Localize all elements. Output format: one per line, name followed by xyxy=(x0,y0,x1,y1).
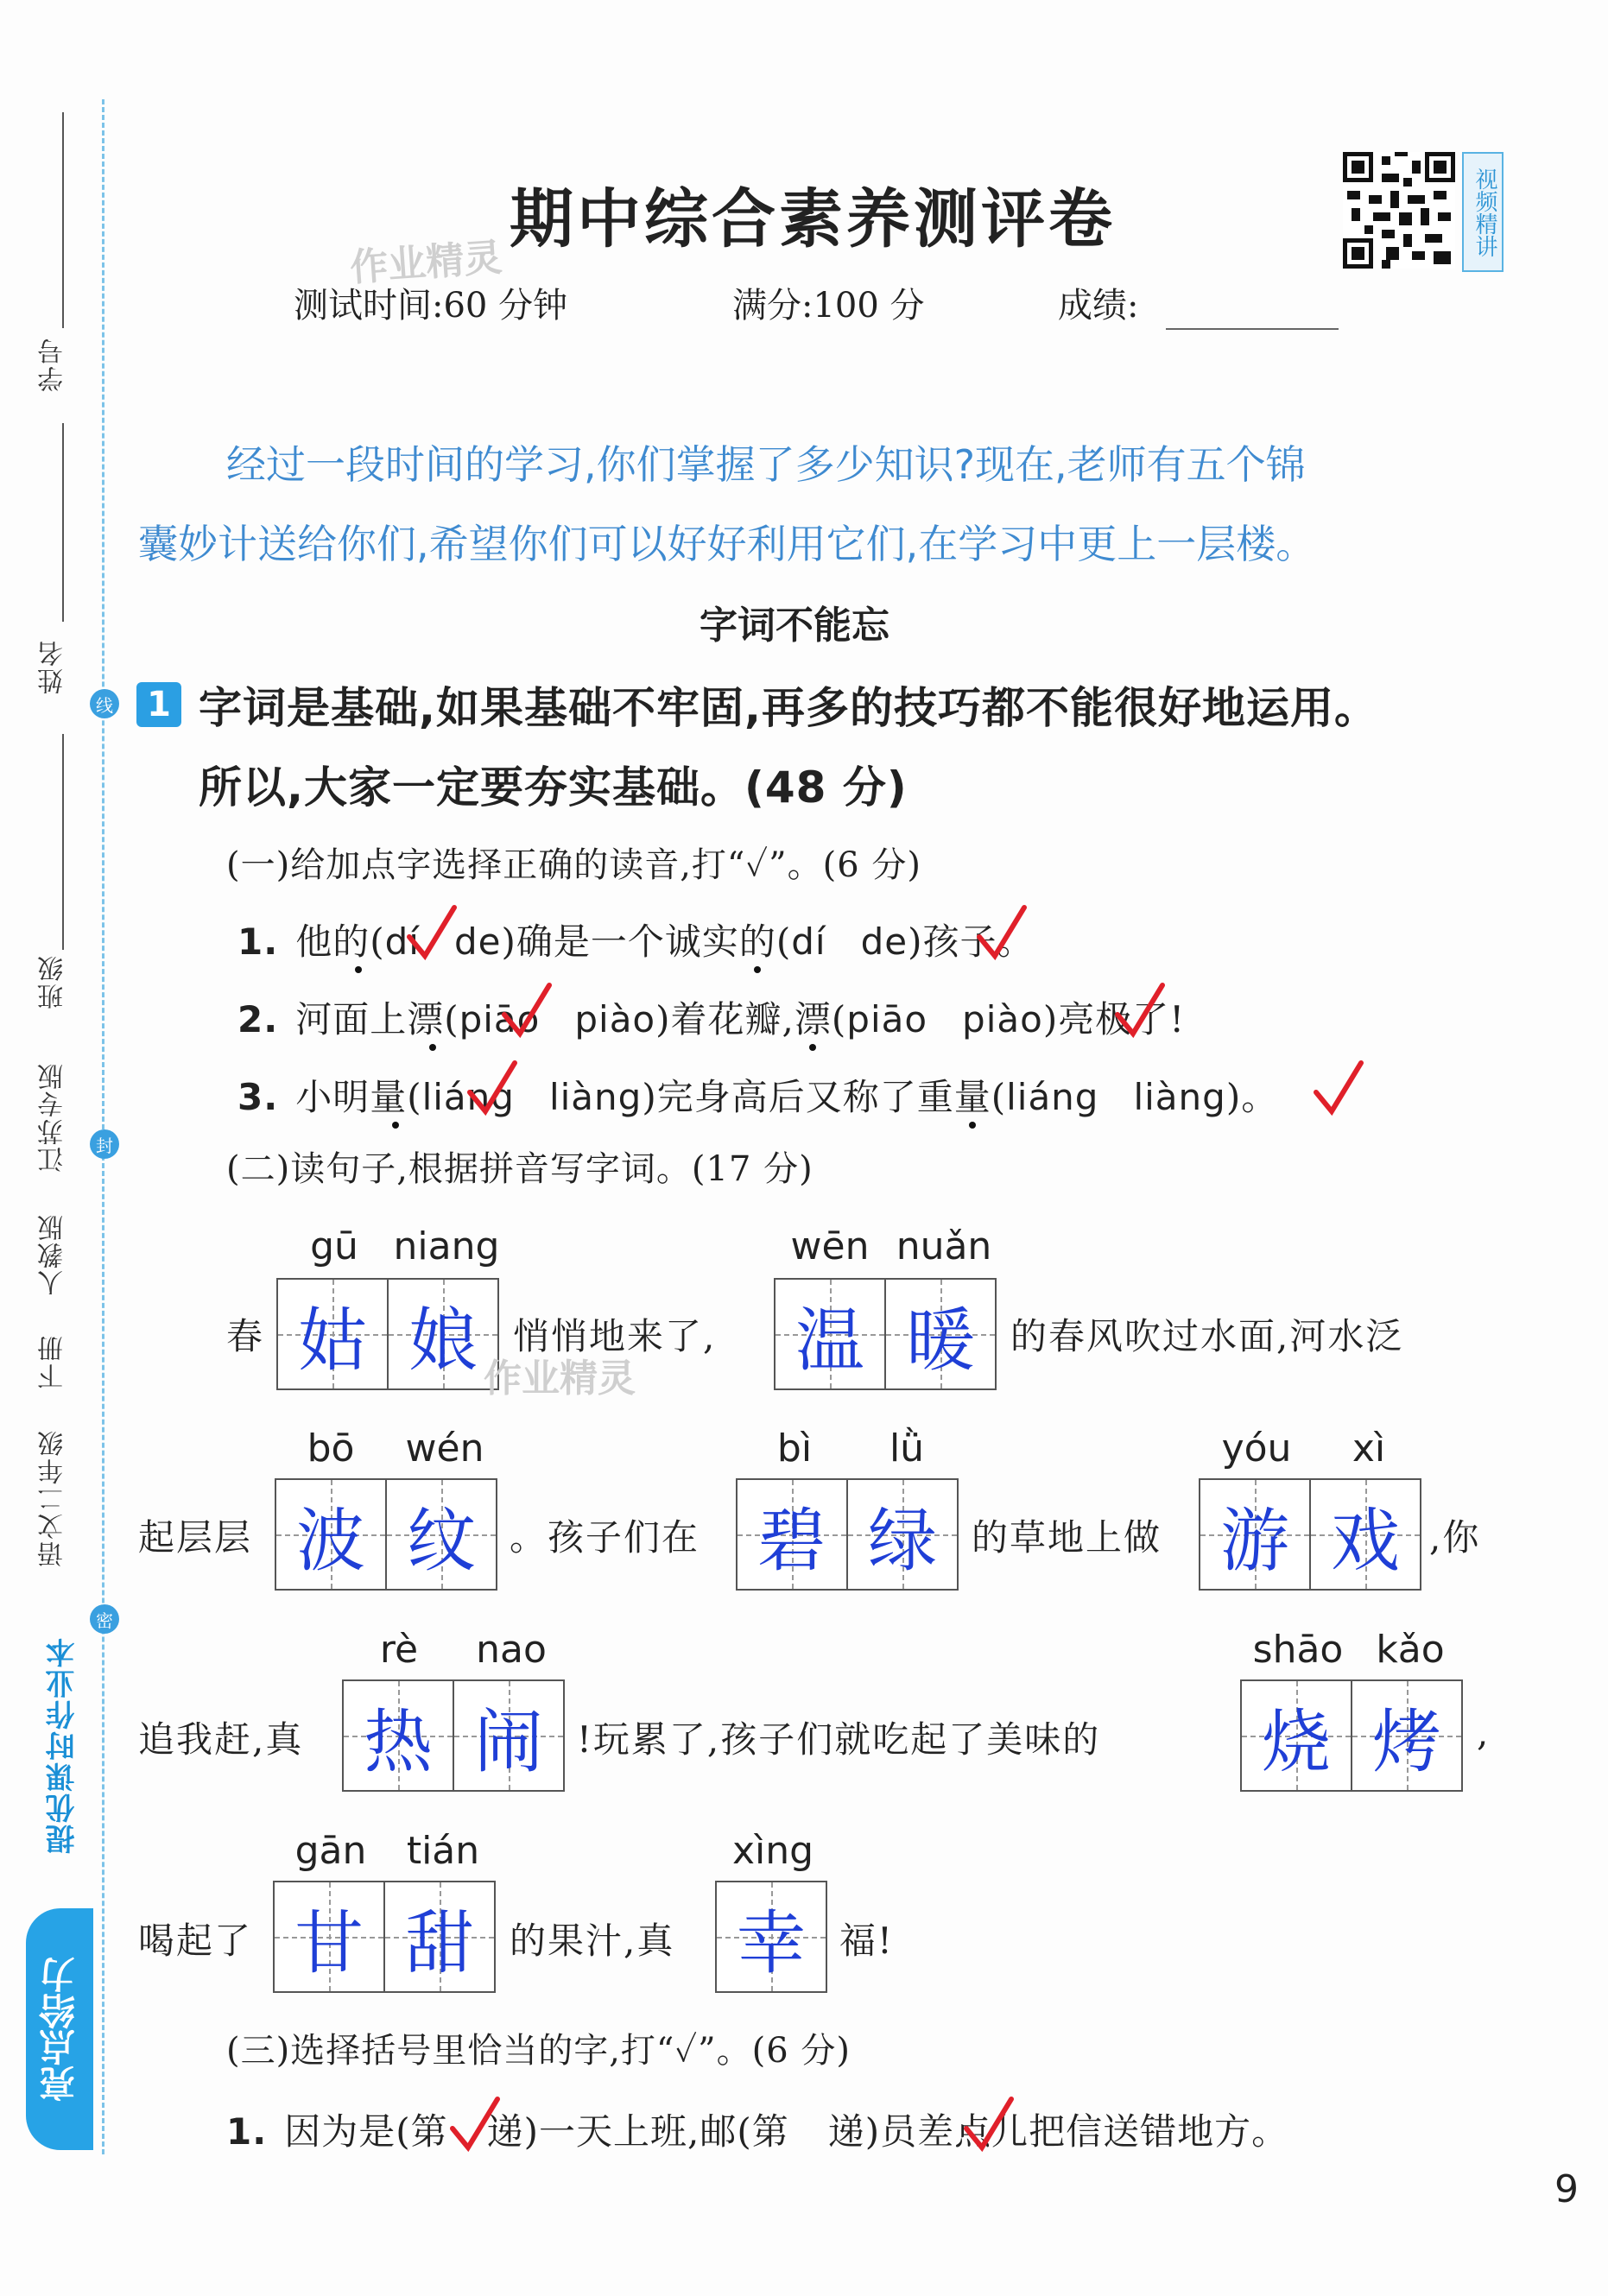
writing-box[interactable] xyxy=(715,1881,827,1993)
sentence-text: 喝起了 xyxy=(138,1920,253,1962)
pinyin-option[interactable]: liáng xyxy=(421,1076,515,1118)
qr-code-icon[interactable] xyxy=(1343,152,1455,269)
text: 小明 xyxy=(295,1076,370,1118)
sentence-text: 追我赶,真 xyxy=(138,1718,304,1761)
written-char: 烧 xyxy=(1262,1701,1331,1782)
item-number: 1. xyxy=(237,920,279,963)
written-char: 幸 xyxy=(737,1902,806,1983)
text: )确是一个诚实 xyxy=(501,920,739,963)
pinyin-label: nuǎn xyxy=(896,1224,992,1268)
item-number: 3. xyxy=(237,1076,279,1118)
writing-box[interactable] xyxy=(387,1278,499,1390)
writing-box[interactable] xyxy=(774,1278,886,1390)
text: )。 xyxy=(1225,1076,1279,1118)
sentence-text: , xyxy=(1477,1711,1491,1754)
check-mark-icon xyxy=(449,2094,501,2154)
watermark: 作业精灵 xyxy=(348,235,503,291)
brand-logo xyxy=(26,1908,93,2150)
writing-box[interactable] xyxy=(273,1881,385,1993)
text: 漂( xyxy=(407,998,459,1040)
test-time: 测试时间:60 分钟 xyxy=(294,286,568,326)
pinyin-label: shāo xyxy=(1252,1628,1344,1672)
written-char: 甜 xyxy=(405,1902,474,1983)
written-char: 甘 xyxy=(294,1902,364,1983)
text: )一天上班,邮( xyxy=(523,2110,752,2153)
written-char: 碧 xyxy=(757,1500,826,1581)
fill-line-class xyxy=(62,734,64,950)
sentence-text: 悄悄地来了, xyxy=(513,1315,717,1357)
pinyin-label: bì xyxy=(776,1426,813,1471)
check-mark-icon xyxy=(976,902,1028,963)
pinyin-label: gān xyxy=(294,1829,367,1873)
class-label: 班级 xyxy=(38,954,68,1009)
part1-item-1 xyxy=(237,914,1034,965)
dotted-char: 量 xyxy=(953,1076,991,1118)
written-char: 绿 xyxy=(868,1500,937,1581)
writing-box[interactable] xyxy=(275,1478,387,1591)
sentence-text: 。孩子们在 xyxy=(510,1516,700,1559)
sentence-text: 春 xyxy=(226,1315,265,1357)
dotted-char xyxy=(332,920,384,963)
brand-logo-text: 亮点给力 xyxy=(38,1957,80,2102)
pinyin-option[interactable]: piào xyxy=(574,998,656,1040)
fill-line-name xyxy=(62,423,64,622)
intro-line-2: 囊妙计送给你们,希望你们可以好好利用它们,在学习中更上一层楼。 xyxy=(138,521,1316,567)
dotted-char: 漂 xyxy=(794,998,832,1040)
char-option[interactable]: 第 xyxy=(410,2110,448,2153)
check-mark-icon xyxy=(963,2094,1015,2154)
part3-item-1 xyxy=(226,2103,1288,2155)
sentence-text: 福! xyxy=(839,1920,894,1962)
writing-box[interactable] xyxy=(385,1478,497,1591)
pinyin-label: wēn xyxy=(790,1224,870,1268)
part1-item-3 xyxy=(237,1069,1278,1121)
written-char: 戏 xyxy=(1331,1500,1400,1581)
written-char: 姑 xyxy=(298,1300,367,1381)
intro-line-1: 经过一段时间的学习,你们掌握了多少知识?现在,老师有五个锦 xyxy=(226,441,1306,488)
text: )着花瓣, xyxy=(655,998,795,1040)
sentence-text: !玩累了,孩子们就吃起了美味的 xyxy=(577,1718,1101,1761)
writing-box[interactable] xyxy=(1351,1679,1463,1792)
text: 河面上 xyxy=(295,998,408,1040)
char-option[interactable]: 递 xyxy=(827,2110,865,2153)
text: 因为是( xyxy=(284,2110,411,2153)
text: 的( xyxy=(332,920,385,963)
publisher-label: 人教版 xyxy=(38,1213,68,1296)
question-number: 1 xyxy=(136,682,181,727)
writing-box[interactable] xyxy=(1309,1478,1421,1591)
check-mark-icon xyxy=(466,1058,518,1118)
written-char: 热 xyxy=(364,1701,433,1782)
volume-label: 下册 xyxy=(38,1334,68,1389)
text: )员差点儿把信送错地方。 xyxy=(864,2110,1289,2153)
writing-box[interactable] xyxy=(276,1278,389,1390)
pinyin-label: niang xyxy=(393,1224,500,1268)
pinyin-option[interactable]: de xyxy=(453,920,502,963)
pinyin-option[interactable]: de xyxy=(860,920,908,963)
grade-label: 语文二年级 xyxy=(38,1429,68,1567)
text: ( xyxy=(776,920,792,963)
item-number: 2. xyxy=(237,998,279,1040)
text: )孩子。 xyxy=(908,920,1035,963)
sentence-text: 起层层 xyxy=(138,1516,253,1559)
text: )完身高后又称了重 xyxy=(642,1076,954,1118)
pinyin-label: wén xyxy=(405,1426,484,1471)
item-number: 1. xyxy=(226,2110,268,2153)
dotted-char xyxy=(407,998,459,1040)
text: 量( xyxy=(370,1076,422,1118)
sentence-text: 的春风吹过水面,河水泛 xyxy=(1010,1315,1404,1357)
written-char: 闹 xyxy=(474,1701,543,1782)
char-option[interactable]: 第 xyxy=(751,2110,789,2153)
pinyin-option[interactable]: piāo xyxy=(846,998,928,1040)
writing-box[interactable] xyxy=(884,1278,997,1390)
written-char: 暖 xyxy=(906,1300,975,1381)
score-label: 成绩: xyxy=(1058,286,1139,326)
writing-box[interactable] xyxy=(846,1478,959,1591)
question-text-line-2: 所以,大家一定要夯实基础。(48 分) xyxy=(199,762,908,813)
seal-mark-line: 线 xyxy=(90,689,119,718)
dotted-char: 的 xyxy=(738,920,776,963)
student-id-label: 学号 xyxy=(38,337,68,392)
part1-item-2 xyxy=(237,991,1185,1043)
text: )亮极了! xyxy=(1042,998,1186,1040)
pinyin-option[interactable]: liàng xyxy=(548,1076,643,1118)
text: ( xyxy=(991,1076,1007,1118)
fill-line-student-id xyxy=(62,112,64,328)
part1-heading: (一)给加点字选择正确的读音,打“✓”。(6 分) xyxy=(226,845,921,885)
dotted-char xyxy=(370,1076,421,1118)
pinyin-label: gū xyxy=(310,1224,358,1268)
writing-box[interactable] xyxy=(1240,1679,1352,1792)
watermark: 作业精灵 xyxy=(484,1357,636,1401)
written-char: 温 xyxy=(795,1300,864,1381)
pinyin-label: tián xyxy=(406,1829,480,1873)
text: 他 xyxy=(295,920,333,963)
writing-box[interactable] xyxy=(736,1478,848,1591)
char-option[interactable]: 递 xyxy=(486,2110,524,2153)
writing-box[interactable] xyxy=(1199,1478,1311,1591)
pinyin-label: xì xyxy=(1352,1426,1386,1471)
pinyin-option[interactable]: liáng xyxy=(1006,1076,1099,1118)
name-label: 姓名 xyxy=(38,639,68,694)
section-title: 字词不能忘 xyxy=(700,604,889,648)
pinyin-option[interactable]: piāo xyxy=(459,998,541,1040)
written-char: 波 xyxy=(296,1500,365,1581)
pinyin-label: bō xyxy=(307,1426,355,1471)
check-mark-icon xyxy=(1313,1058,1364,1118)
check-mark-icon xyxy=(406,902,458,963)
full-score: 满分:100 分 xyxy=(732,286,925,326)
question-text-line-1: 字词是基础,如果基础不牢固,再多的技巧都不能很好地运用。 xyxy=(199,683,1378,733)
writing-box[interactable] xyxy=(453,1679,565,1792)
video-tag[interactable]: 视频精讲 xyxy=(1462,152,1504,272)
seal-mark-seal: 封 xyxy=(90,1129,119,1159)
edition-label: 江苏专版 xyxy=(38,1062,68,1173)
sentence-text: 的草地上做 xyxy=(972,1516,1162,1559)
page-title: 期中综合素养测评卷 xyxy=(510,182,1116,256)
sentence-text: 的果汁,真 xyxy=(510,1920,675,1962)
writing-box[interactable] xyxy=(383,1881,496,1993)
pinyin-label: kǎo xyxy=(1376,1628,1445,1672)
pinyin-label: yóu xyxy=(1221,1426,1292,1471)
score-field[interactable] xyxy=(1166,328,1339,330)
cut-line xyxy=(102,99,104,2154)
part3-heading: (三)选择括号里恰当的字,打“✓”。(6 分) xyxy=(226,2031,851,2071)
text: ( xyxy=(831,998,847,1040)
seal-mark-secret: 密 xyxy=(90,1604,119,1634)
pinyin-label: rè xyxy=(379,1628,419,1672)
written-char: 娘 xyxy=(408,1300,478,1381)
brand-title: 提优课时作业本 xyxy=(46,1636,80,1854)
check-mark-icon xyxy=(501,980,553,1040)
pinyin-option[interactable]: piào xyxy=(962,998,1043,1040)
written-char: 纹 xyxy=(407,1500,476,1581)
pinyin-option[interactable]: dí xyxy=(791,920,826,963)
sentence-text: ,你 xyxy=(1429,1516,1481,1559)
written-char: 烤 xyxy=(1372,1701,1441,1782)
pinyin-label: xìng xyxy=(731,1829,814,1873)
pinyin-label: nao xyxy=(476,1628,547,1672)
page-number: 9 xyxy=(1554,2167,1579,2211)
written-char: 游 xyxy=(1220,1500,1289,1581)
part2-heading: (二)读句子,根据拼音写字词。(17 分) xyxy=(226,1149,813,1189)
pinyin-option[interactable]: liàng xyxy=(1133,1076,1226,1118)
pinyin-label: lǜ xyxy=(889,1426,925,1471)
pinyin-option[interactable]: dí xyxy=(384,920,420,963)
check-mark-icon xyxy=(1114,980,1166,1040)
writing-box[interactable] xyxy=(342,1679,454,1792)
